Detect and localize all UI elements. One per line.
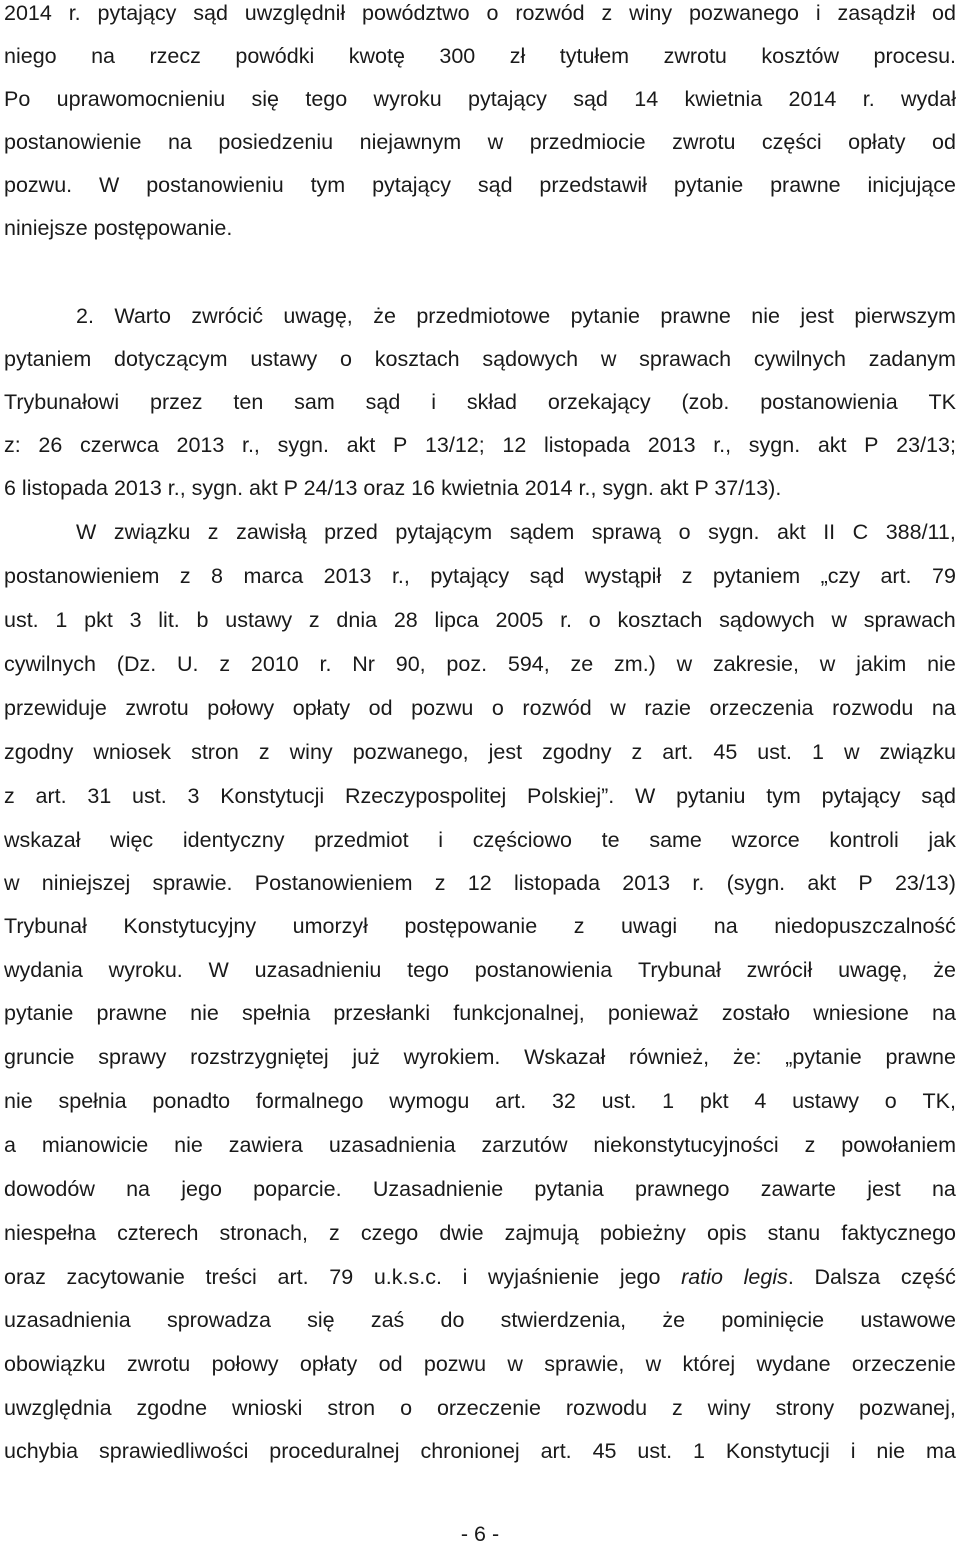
text-line: 2. Warto zwrócić uwagę, że przedmiotowe pytanie prawne nie jest pierwszym xyxy=(76,304,956,328)
text-line: ust. 1 pkt 3 lit. b ustawy z dnia 28 lipca 2005 r. o kosztach sądowych w sprawach xyxy=(4,608,956,632)
text-line: pytanie prawne nie spełnia przesłanki funkcjonalnej, ponieważ zostało wniesione na xyxy=(4,1001,956,1025)
text-line: postanowieniem z 8 marca 2013 r., pytający sąd wystąpił z pytaniem „czy art. 79 xyxy=(4,564,956,588)
text-line: wskazał więc identyczny przedmiot i częściowo te same wzorce kontroli jak xyxy=(4,828,956,852)
text-line: uchybia sprawiedliwości proceduralnej chronionej art. 45 ust. 1 Konstytucji i nie ma xyxy=(4,1439,956,1463)
text-line: niniejsze postępowanie. xyxy=(4,216,233,240)
text-line: uzasadnienia sprowadza się zaś do stwierdzenia, że pominięcie ustawowe xyxy=(4,1308,956,1332)
text-line: z: 26 czerwca 2013 r., sygn. akt P 13/12; 12 listopada 2013 r., sygn. akt P 23/13; xyxy=(4,433,956,457)
text-line: a mianowicie nie zawiera uzasadnienia zarzutów niekonstytucyjności z powołaniem xyxy=(4,1133,956,1157)
page-number: - 6 - xyxy=(460,1522,500,1546)
text-line: gruncie sprawy rozstrzygniętej już wyrokiem. Wskazał również, że: „pytanie prawne xyxy=(4,1045,956,1069)
text-line: wydania wyroku. W uzasadnieniu tego postanowienia Trybunał zwrócił uwagę, że xyxy=(4,958,956,982)
text-line: w niniejszej sprawie. Postanowieniem z 12 listopada 2013 r. (sygn. akt P 23/13) xyxy=(4,871,956,895)
text-line: Trybunałowi przez ten sam sąd i skład orzekający (zob. postanowienia TK xyxy=(4,390,956,414)
text-line: niego na rzecz powódki kwotę 300 zł tytułem zwrotu kosztów procesu. xyxy=(4,44,956,68)
text-line: pozwu. W postanowieniu tym pytający sąd przedstawił pytanie prawne inicjujące xyxy=(4,173,956,197)
text-line: cywilnych (Dz. U. z 2010 r. Nr 90, poz. 594, ze zm.) w zakresie, w jakim nie xyxy=(4,652,956,676)
text-line: nie spełnia ponadto formalnego wymogu art. 32 ust. 1 pkt 4 ustawy o TK, xyxy=(4,1089,956,1113)
text-line: Po uprawomocnieniu się tego wyroku pytający sąd 14 kwietnia 2014 r. wydał xyxy=(4,87,956,111)
text-line: dowodów na jego poparcie. Uzasadnienie pytania prawnego zawarte jest na xyxy=(4,1177,956,1201)
text-line: Trybunał Konstytucyjny umorzył postępowanie z uwagi na niedopuszczalność xyxy=(4,914,956,938)
text-line: zgodny wniosek stron z winy pozwanego, jest zgodny z art. 45 ust. 1 w związku xyxy=(4,740,956,764)
text-line: postanowienie na posiedzeniu niejawnym w przedmiocie zwrotu części opłaty od xyxy=(4,130,956,154)
text-line: z art. 31 ust. 3 Konstytucji Rzeczypospolitej Polskiej”. W pytaniu tym pytający sąd xyxy=(4,784,956,808)
text-line: 6 listopada 2013 r., sygn. akt P 24/13 oraz 16 kwietnia 2014 r., sygn. akt P 37/13). xyxy=(4,476,782,500)
text-line: pytaniem dotyczącym ustawy o kosztach sądowych w sprawach cywilnych zadanym xyxy=(4,347,956,371)
text-line: uwzględnia zgodne wnioski stron o orzeczenie rozwodu z winy strony pozwanej, xyxy=(4,1396,956,1420)
text-line: przewiduje zwrotu połowy opłaty od pozwu o rozwód w razie orzeczenia rozwodu na xyxy=(4,696,956,720)
text-line: niespełna czterech stronach, z czego dwie zajmują pobieżny opis stanu faktycznego xyxy=(4,1221,956,1245)
text-line: 2014 r. pytający sąd uwzględnił powództwo o rozwód z winy pozwanego i zasądził od xyxy=(4,1,956,25)
text-line: obowiązku zwrotu połowy opłaty od pozwu w sprawie, w której wydane orzeczenie xyxy=(4,1352,956,1376)
text-line: W związku z zawisłą przed pytającym sądem sprawą o sygn. akt II C 388/11, xyxy=(76,520,956,544)
text-line: oraz zacytowanie treści art. 79 u.k.s.c. i wyjaśnienie jego ratio legis. Dalsza część xyxy=(4,1265,956,1289)
